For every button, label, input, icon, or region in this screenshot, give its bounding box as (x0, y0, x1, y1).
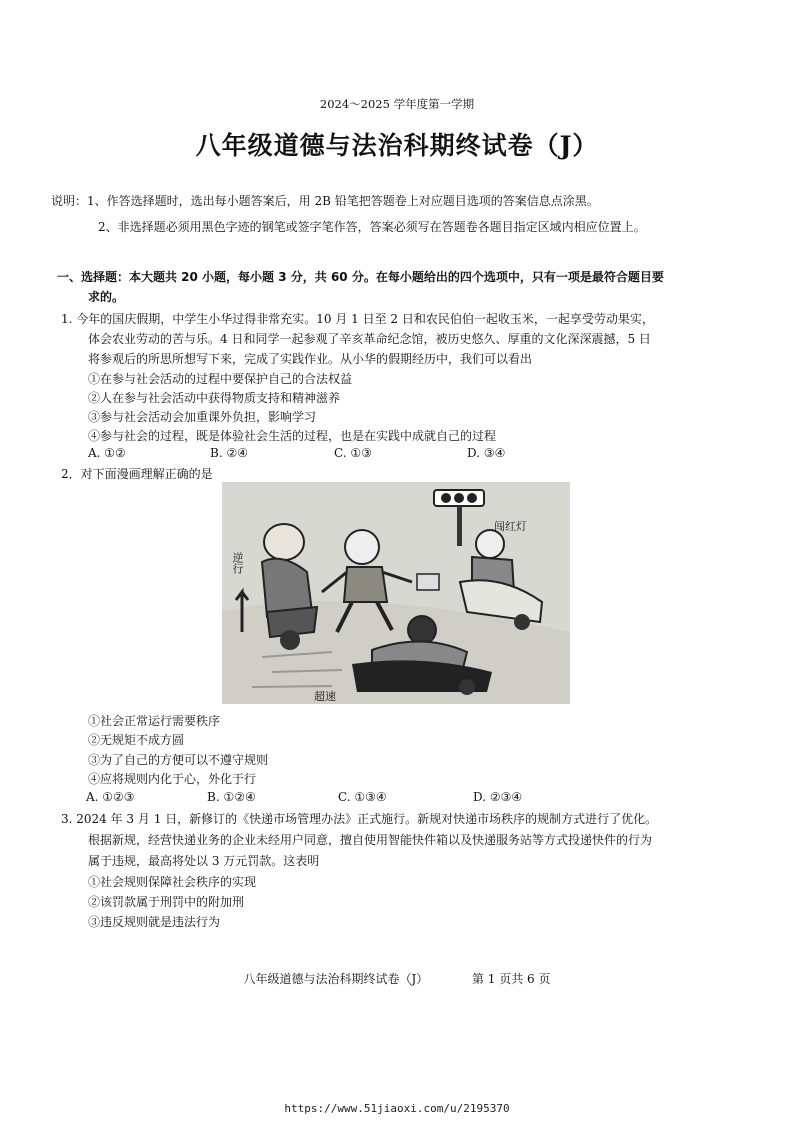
question-2-choice-c: C. ①③④ (338, 790, 387, 804)
question-3-line-3: 属于违规，最高将处以 3 万元罚款。这表明 (88, 854, 320, 868)
question-1-statement: ③参与社会活动会加重课外负担，影响学习 (88, 410, 317, 424)
red-light-label: 闯红灯 (494, 521, 527, 533)
question-1-choice-d: D. ③④ (467, 446, 506, 460)
question-2-choice-d: D. ②③④ (473, 790, 523, 804)
question-3-statement: ①社会规则保障社会秩序的实现 (88, 875, 257, 889)
speeding-label: 超速 (314, 691, 336, 703)
question-2-statement: ③为了自己的方便可以不遵守规则 (88, 753, 269, 767)
question-1-statement: ②人在参与社会活动中获得物质支持和精神滋养 (88, 391, 341, 405)
question-3-statement: ②该罚款属于刑罚中的附加刑 (88, 895, 245, 909)
question-2-statement: ①社会正常运行需要秩序 (88, 714, 221, 728)
question-1-line-2: 体会农业劳动的苦与乐。4 日和同学一起参观了辛亥革命纪念馆，被历史悠久、厚重的文化深深震撼，5 日 (88, 332, 651, 346)
section-heading-cont: 求的。 (88, 290, 125, 304)
footer-page-number: 第 1 页共 6 页 (471, 972, 551, 986)
source-url-watermark[interactable]: https://www.51jiaoxi.com/u/2195370 (284, 1102, 510, 1115)
term-subtitle: 2024～2025 学年度第一学期 (319, 97, 475, 111)
question-2-statement: ④应将规则内化于心，外化于行 (88, 772, 257, 786)
question-1-statement: ④参与社会的过程，既是体验社会生活的过程，也是在实践中成就自己的过程 (88, 429, 497, 443)
question-2-statement: ②无规矩不成方圆 (88, 733, 185, 747)
question-1-choice-c: C. ①③ (334, 446, 372, 460)
question-2-choice-a: A. ①②③ (86, 790, 135, 804)
question-1-line-1: 1. 今年的国庆假期，中学生小华过得非常充实。10 月 1 日至 2 日和农民伯伯一起收玉米，一起享受劳动果实， (61, 312, 654, 326)
question-3-line-1: 3. 2024 年 3 月 1 日，新修订的《快递市场管理办法》正式施行。新规对快递市场秩序的规制方式进行了优化。 (61, 812, 658, 826)
question-1-line-3: 将参观后的所思所想写下来，完成了实践作业。从小华的假期经历中，我们可以看出 (88, 352, 533, 366)
wrong-way-label: 逆行 (231, 552, 243, 574)
question-3-line-2: 根据新规，经营快递业务的企业未经用户同意，擅自使用智能快件箱以及快递服务站等方式投递快件的行为 (88, 833, 653, 847)
traffic-cartoon-image (222, 482, 570, 704)
question-2-stem: 2．对下面漫画理解正确的是 (61, 467, 213, 481)
page-footer (0, 970, 794, 987)
question-1-statement: ①在参与社会活动的过程中要保护自己的合法权益 (88, 372, 353, 386)
footer-title: 八年级道德与法治科期终试卷（J） (243, 972, 429, 986)
instruction-note-2: 2、非选择题必须用黑色字迹的钢笔或签字笔作答，答案必须写在答题卷各题目指定区域内相应位置上。 (98, 220, 646, 234)
question-3-statement: ③违反规则就是违法行为 (88, 915, 221, 929)
question-1-choice-b: B. ②④ (210, 446, 248, 460)
question-1-choice-a: A. ①② (88, 446, 126, 460)
question-2-choice-b: B. ①②④ (207, 790, 256, 804)
instruction-note-1: 说明：1、作答选择题时，选出每小题答案后，用 2B 铅笔把答题卷上对应题目选项的答案信息点涂黑。 (51, 194, 599, 208)
exam-title: 八年级道德与法治科期终试卷（J） (195, 131, 599, 160)
section-heading: 一、选择题：本大题共 20 小题，每小题 3 分，共 60 分。在每小题给出的四个选项中，只有一项是最符合题目要 (57, 270, 664, 284)
